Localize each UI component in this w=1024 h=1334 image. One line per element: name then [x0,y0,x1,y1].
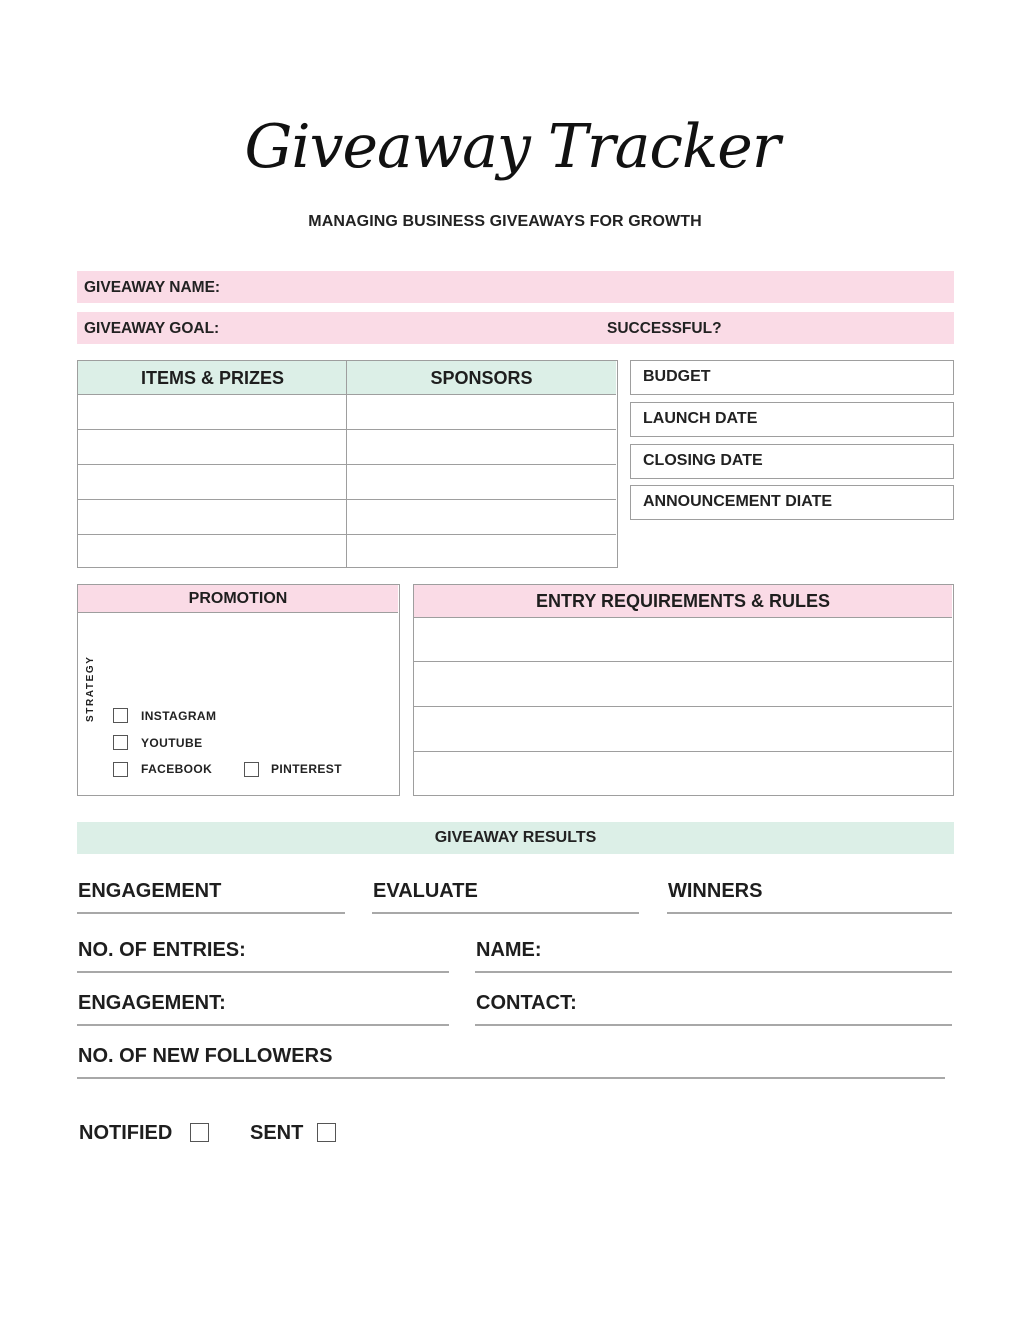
entry-row-line [414,751,952,752]
entry-row-line [414,661,952,662]
closing-date-field[interactable]: CLOSING DATE [630,444,954,479]
contact-label: CONTACT: [476,992,577,1014]
instagram-checkbox[interactable] [113,708,128,723]
giveaway-goal-field[interactable] [77,312,954,344]
items-prizes-header: ITEMS & PRIZES [140,368,284,388]
entry-row-line [414,706,952,707]
contact-line[interactable] [475,1024,952,1026]
successful-label: SUCCESSFUL? [607,320,722,337]
notified-checkbox[interactable] [190,1123,209,1142]
table-row-line [78,429,616,430]
underline [667,912,952,914]
items-table-header [78,361,616,395]
youtube-checkbox[interactable] [113,735,128,750]
budget-field[interactable]: BUDGET [630,360,954,395]
youtube-label: YOUTUBE [141,736,203,750]
winner-name-line[interactable] [475,971,952,973]
giveaway-name-field[interactable] [77,271,954,303]
pinterest-label: PINTEREST [271,762,342,776]
announcement-date-field[interactable]: ANNOUNCEMENT DIATE [630,485,954,520]
winners-heading: WINNERS [668,880,763,902]
table-row-line [78,499,616,500]
entry-requirements-header: ENTRY REQUIREMENTS & RULES [414,585,952,618]
page-subtitle: MANAGING BUSINESS GIVEAWAYS FOR GROWTH [308,213,702,230]
evaluate-heading: EVALUATE [373,880,478,902]
giveaway-results-header: GIVEAWAY RESULTS [77,822,954,854]
sponsors-header: SPONSORS [430,368,533,388]
launch-date-field[interactable]: LAUNCH DATE [630,402,954,437]
facebook-checkbox[interactable] [113,762,128,777]
table-row-line [78,464,616,465]
entries-label: NO. OF ENTRIES: [78,939,246,961]
strategy-label: STRATEGY [85,655,96,722]
winner-name-label: NAME: [476,939,542,961]
notified-label: NOTIFIED [79,1122,173,1144]
sent-checkbox[interactable] [317,1123,336,1142]
engagement-line[interactable] [77,1024,449,1026]
giveaway-name-label: GIVEAWAY NAME: [84,279,221,296]
underline [372,912,639,914]
engagement-label: ENGAGEMENT: [78,992,226,1014]
new-followers-label: NO. OF NEW FOLLOWERS [78,1045,333,1067]
entry-requirements-box [413,584,954,796]
facebook-label: FACEBOOK [141,762,213,776]
pinterest-checkbox[interactable] [244,762,259,777]
page-title: Giveaway Tracker [244,112,780,182]
underline [77,912,345,914]
entries-line[interactable] [77,971,449,973]
table-row-line [78,534,616,535]
items-sponsors-table [77,360,618,568]
engagement-heading: ENGAGEMENT [78,880,222,902]
giveaway-goal-label: GIVEAWAY GOAL: [84,320,220,337]
sent-label: SENT [250,1122,304,1144]
instagram-label: INSTAGRAM [141,709,217,723]
promotion-header: PROMOTION [78,585,398,613]
new-followers-line[interactable] [77,1077,945,1079]
